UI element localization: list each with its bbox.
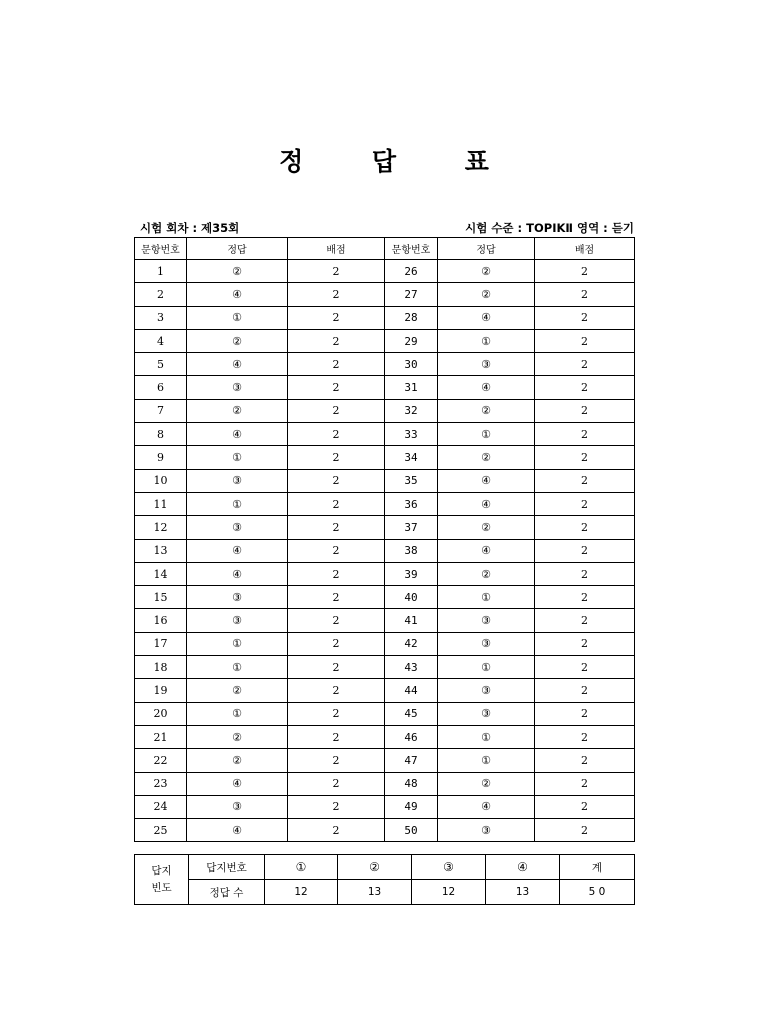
points-cell: 2 (535, 423, 635, 446)
question-number-cell: 35 (385, 469, 438, 492)
points-cell: 2 (288, 376, 385, 399)
question-number-cell: 1 (135, 260, 187, 283)
question-number-cell: 22 (135, 749, 187, 772)
points-cell: 2 (535, 446, 635, 469)
points-cell: 2 (288, 702, 385, 725)
points-cell: 2 (288, 772, 385, 795)
points-cell: 2 (288, 656, 385, 679)
answer-key-table (134, 237, 635, 842)
table-row (135, 632, 635, 655)
answer-cell: ② (187, 399, 288, 422)
points-cell: 2 (535, 539, 635, 562)
table-row (135, 609, 635, 632)
total-label-cell: 계 (560, 855, 635, 880)
answer-cell: ③ (438, 819, 535, 842)
question-number-cell: 17 (135, 632, 187, 655)
table-row (135, 749, 635, 772)
answer-cell: ③ (187, 376, 288, 399)
answer-cell: ① (438, 656, 535, 679)
answer-cell: ① (187, 306, 288, 329)
question-number-cell: 30 (385, 353, 438, 376)
question-number-cell: 19 (135, 679, 187, 702)
table-header-row (135, 238, 635, 260)
table-row (135, 725, 635, 748)
points-cell: 2 (535, 376, 635, 399)
question-number-cell: 5 (135, 353, 187, 376)
frequency-label (135, 855, 189, 905)
answer-cell: ① (438, 749, 535, 772)
option-cell: ④ (486, 855, 560, 880)
question-number-cell: 41 (385, 609, 438, 632)
answer-cell: ② (187, 260, 288, 283)
answer-cell: ④ (438, 469, 535, 492)
question-number-cell: 21 (135, 725, 187, 748)
table-row (135, 772, 635, 795)
answer-cell: ③ (187, 469, 288, 492)
table-row (135, 656, 635, 679)
header-question-number: 문항번호 (385, 238, 438, 260)
points-cell: 2 (288, 609, 385, 632)
answer-cell: ② (438, 772, 535, 795)
points-cell: 2 (288, 516, 385, 539)
points-cell: 2 (288, 399, 385, 422)
points-cell: 2 (288, 679, 385, 702)
header-question-number: 문항번호 (135, 238, 187, 260)
question-number-cell: 23 (135, 772, 187, 795)
table-row (135, 795, 635, 818)
points-cell: 2 (288, 492, 385, 515)
points-cell: 2 (535, 469, 635, 492)
table-row (135, 329, 635, 352)
points-cell: 2 (288, 329, 385, 352)
question-number-cell: 44 (385, 679, 438, 702)
question-number-cell: 6 (135, 376, 187, 399)
exam-info (137, 220, 634, 236)
table-row (135, 516, 635, 539)
answer-cell: ③ (438, 609, 535, 632)
points-cell: 2 (535, 772, 635, 795)
question-number-cell: 8 (135, 423, 187, 446)
question-number-cell: 38 (385, 539, 438, 562)
answer-cell: ④ (187, 423, 288, 446)
table-row (135, 376, 635, 399)
points-cell: 2 (288, 260, 385, 283)
points-cell: 2 (535, 609, 635, 632)
table-row (135, 562, 635, 585)
points-cell: 2 (288, 469, 385, 492)
points-cell: 2 (535, 679, 635, 702)
points-cell: 2 (535, 795, 635, 818)
answer-cell: ③ (187, 516, 288, 539)
question-number-cell: 29 (385, 329, 438, 352)
answer-cell: ④ (187, 353, 288, 376)
question-number-cell: 33 (385, 423, 438, 446)
count-cell: 12 (412, 880, 486, 905)
question-number-cell: 13 (135, 539, 187, 562)
header-points: 배점 (535, 238, 635, 260)
question-number-cell: 18 (135, 656, 187, 679)
frequency-label-bottom: 빈도 (151, 881, 172, 894)
header-answer: 정답 (187, 238, 288, 260)
answer-cell: ③ (438, 632, 535, 655)
points-cell: 2 (288, 562, 385, 585)
question-number-cell: 4 (135, 329, 187, 352)
points-cell: 2 (535, 702, 635, 725)
question-number-cell: 45 (385, 702, 438, 725)
question-number-cell: 28 (385, 306, 438, 329)
question-number-cell: 34 (385, 446, 438, 469)
answer-cell: ③ (438, 353, 535, 376)
question-number-cell: 32 (385, 399, 438, 422)
question-number-cell: 40 (385, 586, 438, 609)
table-row (135, 260, 635, 283)
answer-cell: ④ (187, 283, 288, 306)
points-cell: 2 (288, 725, 385, 748)
count-row-label: 정답 수 (189, 880, 265, 905)
answer-cell: ③ (187, 586, 288, 609)
question-number-cell: 15 (135, 586, 187, 609)
exam-round: 시험 회차 : 제35회 (140, 221, 240, 235)
table-row (135, 423, 635, 446)
answer-cell: ② (438, 399, 535, 422)
points-cell: 2 (288, 353, 385, 376)
answer-cell: ② (438, 562, 535, 585)
total-count-cell: 5 0 (560, 880, 635, 905)
answer-cell: ② (438, 260, 535, 283)
question-number-cell: 48 (385, 772, 438, 795)
answer-cell: ④ (438, 795, 535, 818)
question-number-cell: 7 (135, 399, 187, 422)
question-number-cell: 31 (385, 376, 438, 399)
answer-cell: ② (187, 679, 288, 702)
answer-cell: ② (438, 446, 535, 469)
exam-level: 시험 수준 : TOPIKⅡ 영역 : 듣기 (465, 221, 634, 235)
answer-cell: ① (187, 702, 288, 725)
points-cell: 2 (288, 632, 385, 655)
points-cell: 2 (288, 423, 385, 446)
header-answer: 정답 (438, 238, 535, 260)
answer-cell: ① (438, 423, 535, 446)
option-cell: ② (338, 855, 412, 880)
answer-cell: ② (438, 516, 535, 539)
points-cell: 2 (288, 306, 385, 329)
table-row (135, 446, 635, 469)
points-cell: 2 (288, 283, 385, 306)
question-number-cell: 9 (135, 446, 187, 469)
question-number-cell: 2 (135, 283, 187, 306)
table-row (135, 492, 635, 515)
points-cell: 2 (535, 632, 635, 655)
answer-cell: ④ (187, 562, 288, 585)
question-number-cell: 24 (135, 795, 187, 818)
answer-cell: ④ (438, 539, 535, 562)
answer-cell: ① (187, 446, 288, 469)
answer-cell: ④ (438, 306, 535, 329)
points-cell: 2 (288, 795, 385, 818)
points-cell: 2 (535, 656, 635, 679)
question-number-cell: 42 (385, 632, 438, 655)
points-cell: 2 (535, 283, 635, 306)
table-row (135, 702, 635, 725)
question-number-cell: 47 (385, 749, 438, 772)
answer-cell: ③ (438, 679, 535, 702)
answer-cell: ① (187, 632, 288, 655)
answer-frequency-table (134, 854, 635, 905)
question-number-cell: 26 (385, 260, 438, 283)
question-number-cell: 36 (385, 492, 438, 515)
answer-cell: ④ (187, 819, 288, 842)
option-row-label: 답지번호 (189, 855, 265, 880)
table-row (135, 283, 635, 306)
question-number-cell: 3 (135, 306, 187, 329)
question-number-cell: 39 (385, 562, 438, 585)
question-number-cell: 50 (385, 819, 438, 842)
points-cell: 2 (535, 749, 635, 772)
table-row (135, 306, 635, 329)
points-cell: 2 (535, 725, 635, 748)
points-cell: 2 (535, 306, 635, 329)
answer-cell: ① (438, 329, 535, 352)
answer-cell: ② (187, 329, 288, 352)
question-number-cell: 12 (135, 516, 187, 539)
question-number-cell: 25 (135, 819, 187, 842)
points-cell: 2 (535, 562, 635, 585)
points-cell: 2 (288, 446, 385, 469)
table-row (135, 353, 635, 376)
points-cell: 2 (535, 492, 635, 515)
option-cell: ③ (412, 855, 486, 880)
table-row (135, 399, 635, 422)
question-number-cell: 46 (385, 725, 438, 748)
count-cell: 12 (265, 880, 338, 905)
points-cell: 2 (535, 353, 635, 376)
answer-cell: ② (187, 749, 288, 772)
points-cell: 2 (288, 586, 385, 609)
frequency-count-row (135, 880, 635, 905)
points-cell: 2 (288, 749, 385, 772)
answer-cell: ① (187, 492, 288, 515)
question-number-cell: 37 (385, 516, 438, 539)
frequency-label-top: 답지 (151, 864, 172, 877)
question-number-cell: 49 (385, 795, 438, 818)
answer-cell: ② (187, 725, 288, 748)
header-points: 배점 (288, 238, 385, 260)
table-row (135, 469, 635, 492)
question-number-cell: 27 (385, 283, 438, 306)
answer-cell: ④ (187, 539, 288, 562)
table-row (135, 539, 635, 562)
question-number-cell: 14 (135, 562, 187, 585)
points-cell: 2 (535, 586, 635, 609)
answer-cell: ④ (187, 772, 288, 795)
question-number-cell: 16 (135, 609, 187, 632)
points-cell: 2 (535, 329, 635, 352)
answer-cell: ① (438, 725, 535, 748)
points-cell: 2 (288, 819, 385, 842)
points-cell: 2 (535, 516, 635, 539)
table-row (135, 819, 635, 842)
answer-cell: ③ (187, 795, 288, 818)
answer-cell: ③ (187, 609, 288, 632)
count-cell: 13 (338, 880, 412, 905)
table-row (135, 679, 635, 702)
answer-cell: ① (438, 586, 535, 609)
count-cell: 13 (486, 880, 560, 905)
points-cell: 2 (288, 539, 385, 562)
table-row (135, 586, 635, 609)
answer-cell: ① (187, 656, 288, 679)
question-number-cell: 20 (135, 702, 187, 725)
points-cell: 2 (535, 260, 635, 283)
answer-cell: ③ (438, 702, 535, 725)
answer-cell: ② (438, 283, 535, 306)
question-number-cell: 43 (385, 656, 438, 679)
points-cell: 2 (535, 819, 635, 842)
page-title: 정 답 표 (279, 147, 519, 176)
answer-cell: ④ (438, 376, 535, 399)
question-number-cell: 11 (135, 492, 187, 515)
option-cell: ① (265, 855, 338, 880)
points-cell: 2 (535, 399, 635, 422)
answer-cell: ④ (438, 492, 535, 515)
frequency-option-row (135, 855, 635, 880)
question-number-cell: 10 (135, 469, 187, 492)
